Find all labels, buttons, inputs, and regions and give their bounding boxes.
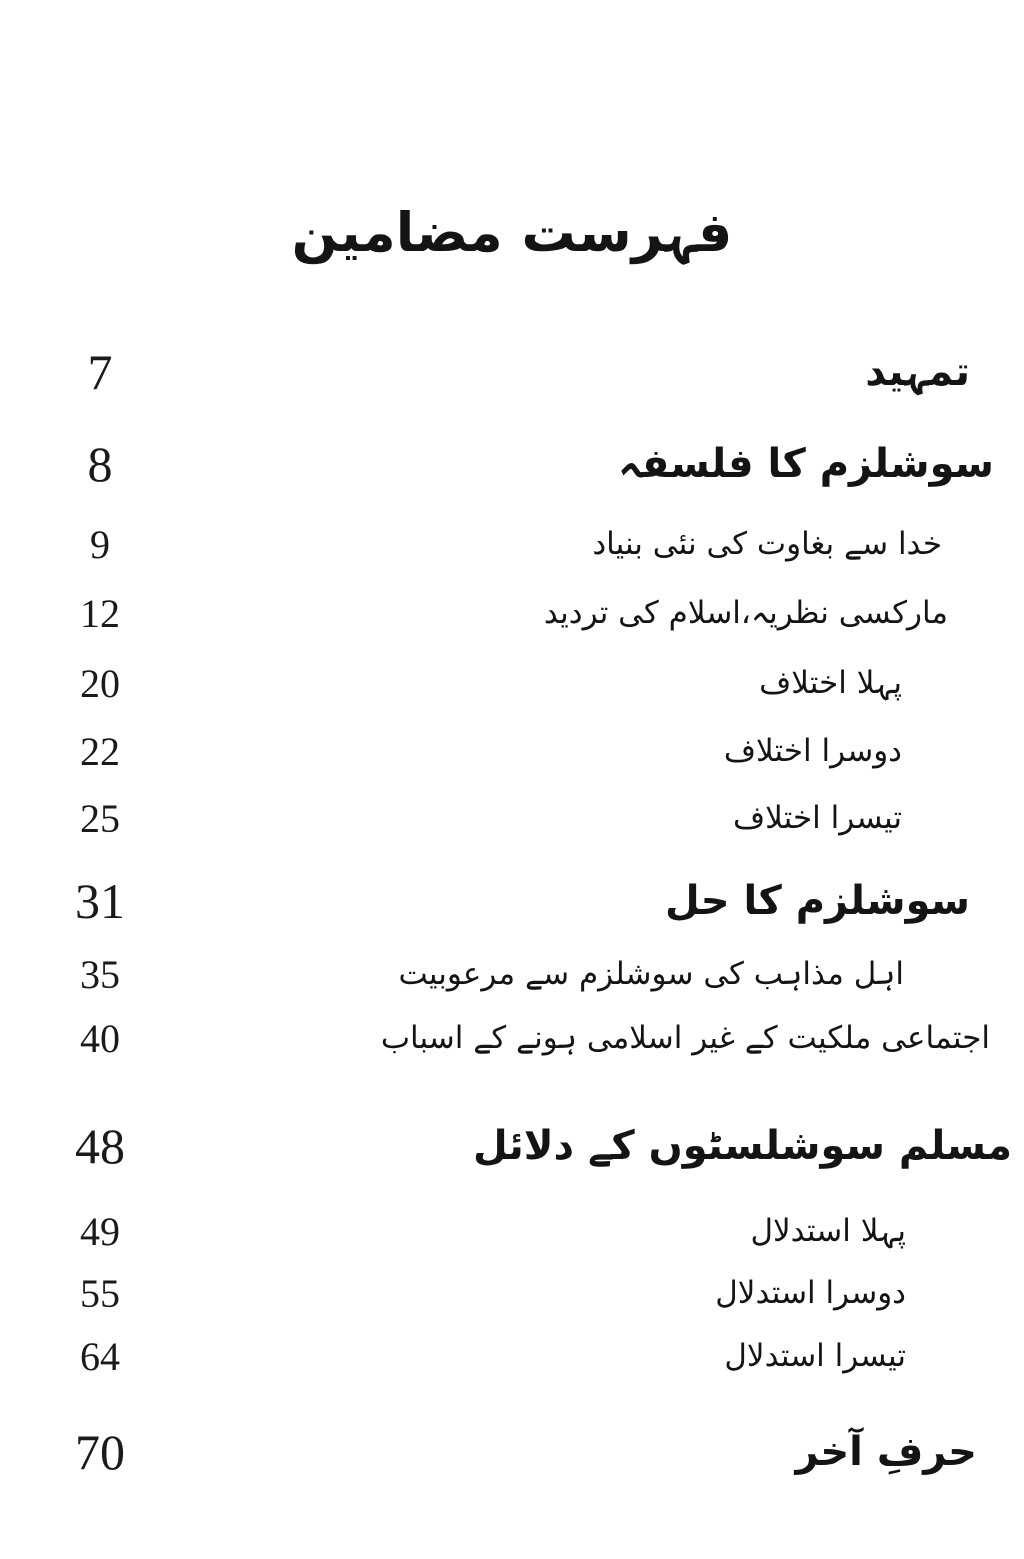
toc-entry: [0, 788, 1024, 848]
toc-entry-page-number: 64: [80, 1333, 120, 1379]
toc-entry-page-number: 7: [87, 344, 113, 400]
toc-entry-title: خدا سے بغاوت کی نئی بنیاد: [592, 526, 942, 562]
toc-entry: [0, 512, 1024, 576]
toc-entry-title: تیسرا اختلاف: [733, 800, 902, 836]
toc-entry: [0, 858, 1024, 944]
toc-entry: [0, 1412, 1024, 1492]
toc-entry-page-number: 35: [80, 951, 120, 997]
toc-entry-title: سوشلزم کا فلسفہ: [618, 441, 994, 487]
toc-entry: [0, 652, 1024, 714]
toc-entry-page-number: 22: [80, 728, 120, 774]
toc-entry-title: حرفِ آخر: [795, 1429, 977, 1475]
toc-entry-title: پہلا اختلاف: [759, 665, 902, 701]
toc-entry-page-number: 31: [75, 873, 125, 929]
toc-entry-page-number: 40: [80, 1015, 120, 1061]
toc-entry-page-number: 8: [87, 436, 113, 492]
toc-entry-title: پہلا استدلال: [750, 1213, 906, 1249]
toc-entry: [0, 1008, 1024, 1068]
toc-entry-page-number: 9: [90, 521, 110, 567]
toc-entry-title: مسلم سوشلسٹوں کے دلائل: [472, 1123, 1012, 1169]
toc-entry-title: سوشلزم کا حل: [665, 878, 970, 924]
toc-entry: [0, 1202, 1024, 1260]
toc-entry-page-number: 70: [75, 1424, 125, 1480]
toc-entry-title: اہل مذاہب کی سوشلزم سے مرعوبیت: [398, 956, 904, 992]
toc-entry-title: دوسرا استدلال: [715, 1275, 906, 1311]
toc-entry-page-number: 12: [80, 590, 120, 636]
toc-entry: [0, 1327, 1024, 1385]
toc-entry-title: دوسرا اختلاف: [723, 733, 902, 769]
toc-entry: [0, 720, 1024, 782]
toc-entry-title: تمہید: [865, 349, 970, 395]
toc-entry-title: اجتماعی ملکیت کے غیر اسلامی ہونے کے اسباب: [380, 1020, 990, 1056]
toc-entry: [0, 1264, 1024, 1322]
page-title: فہرست مضامین: [291, 201, 733, 264]
toc-entry: [0, 420, 1024, 508]
toc-entry-page-number: 55: [80, 1270, 120, 1316]
toc-entry-page-number: 48: [75, 1118, 125, 1174]
toc-entry-page-number: 49: [80, 1208, 120, 1254]
toc-entry: [0, 333, 1024, 411]
toc-entry-title: مارکسی نظریہ،اسلام کی تردید: [543, 595, 948, 631]
toc-entry: [0, 580, 1024, 646]
toc-entry-page-number: 25: [80, 795, 120, 841]
toc-entry: [0, 1096, 1024, 1196]
toc-entry-page-number: 20: [80, 660, 120, 706]
toc-entry: [0, 944, 1024, 1004]
toc-entry-title: تیسرا استدلال: [724, 1338, 906, 1374]
